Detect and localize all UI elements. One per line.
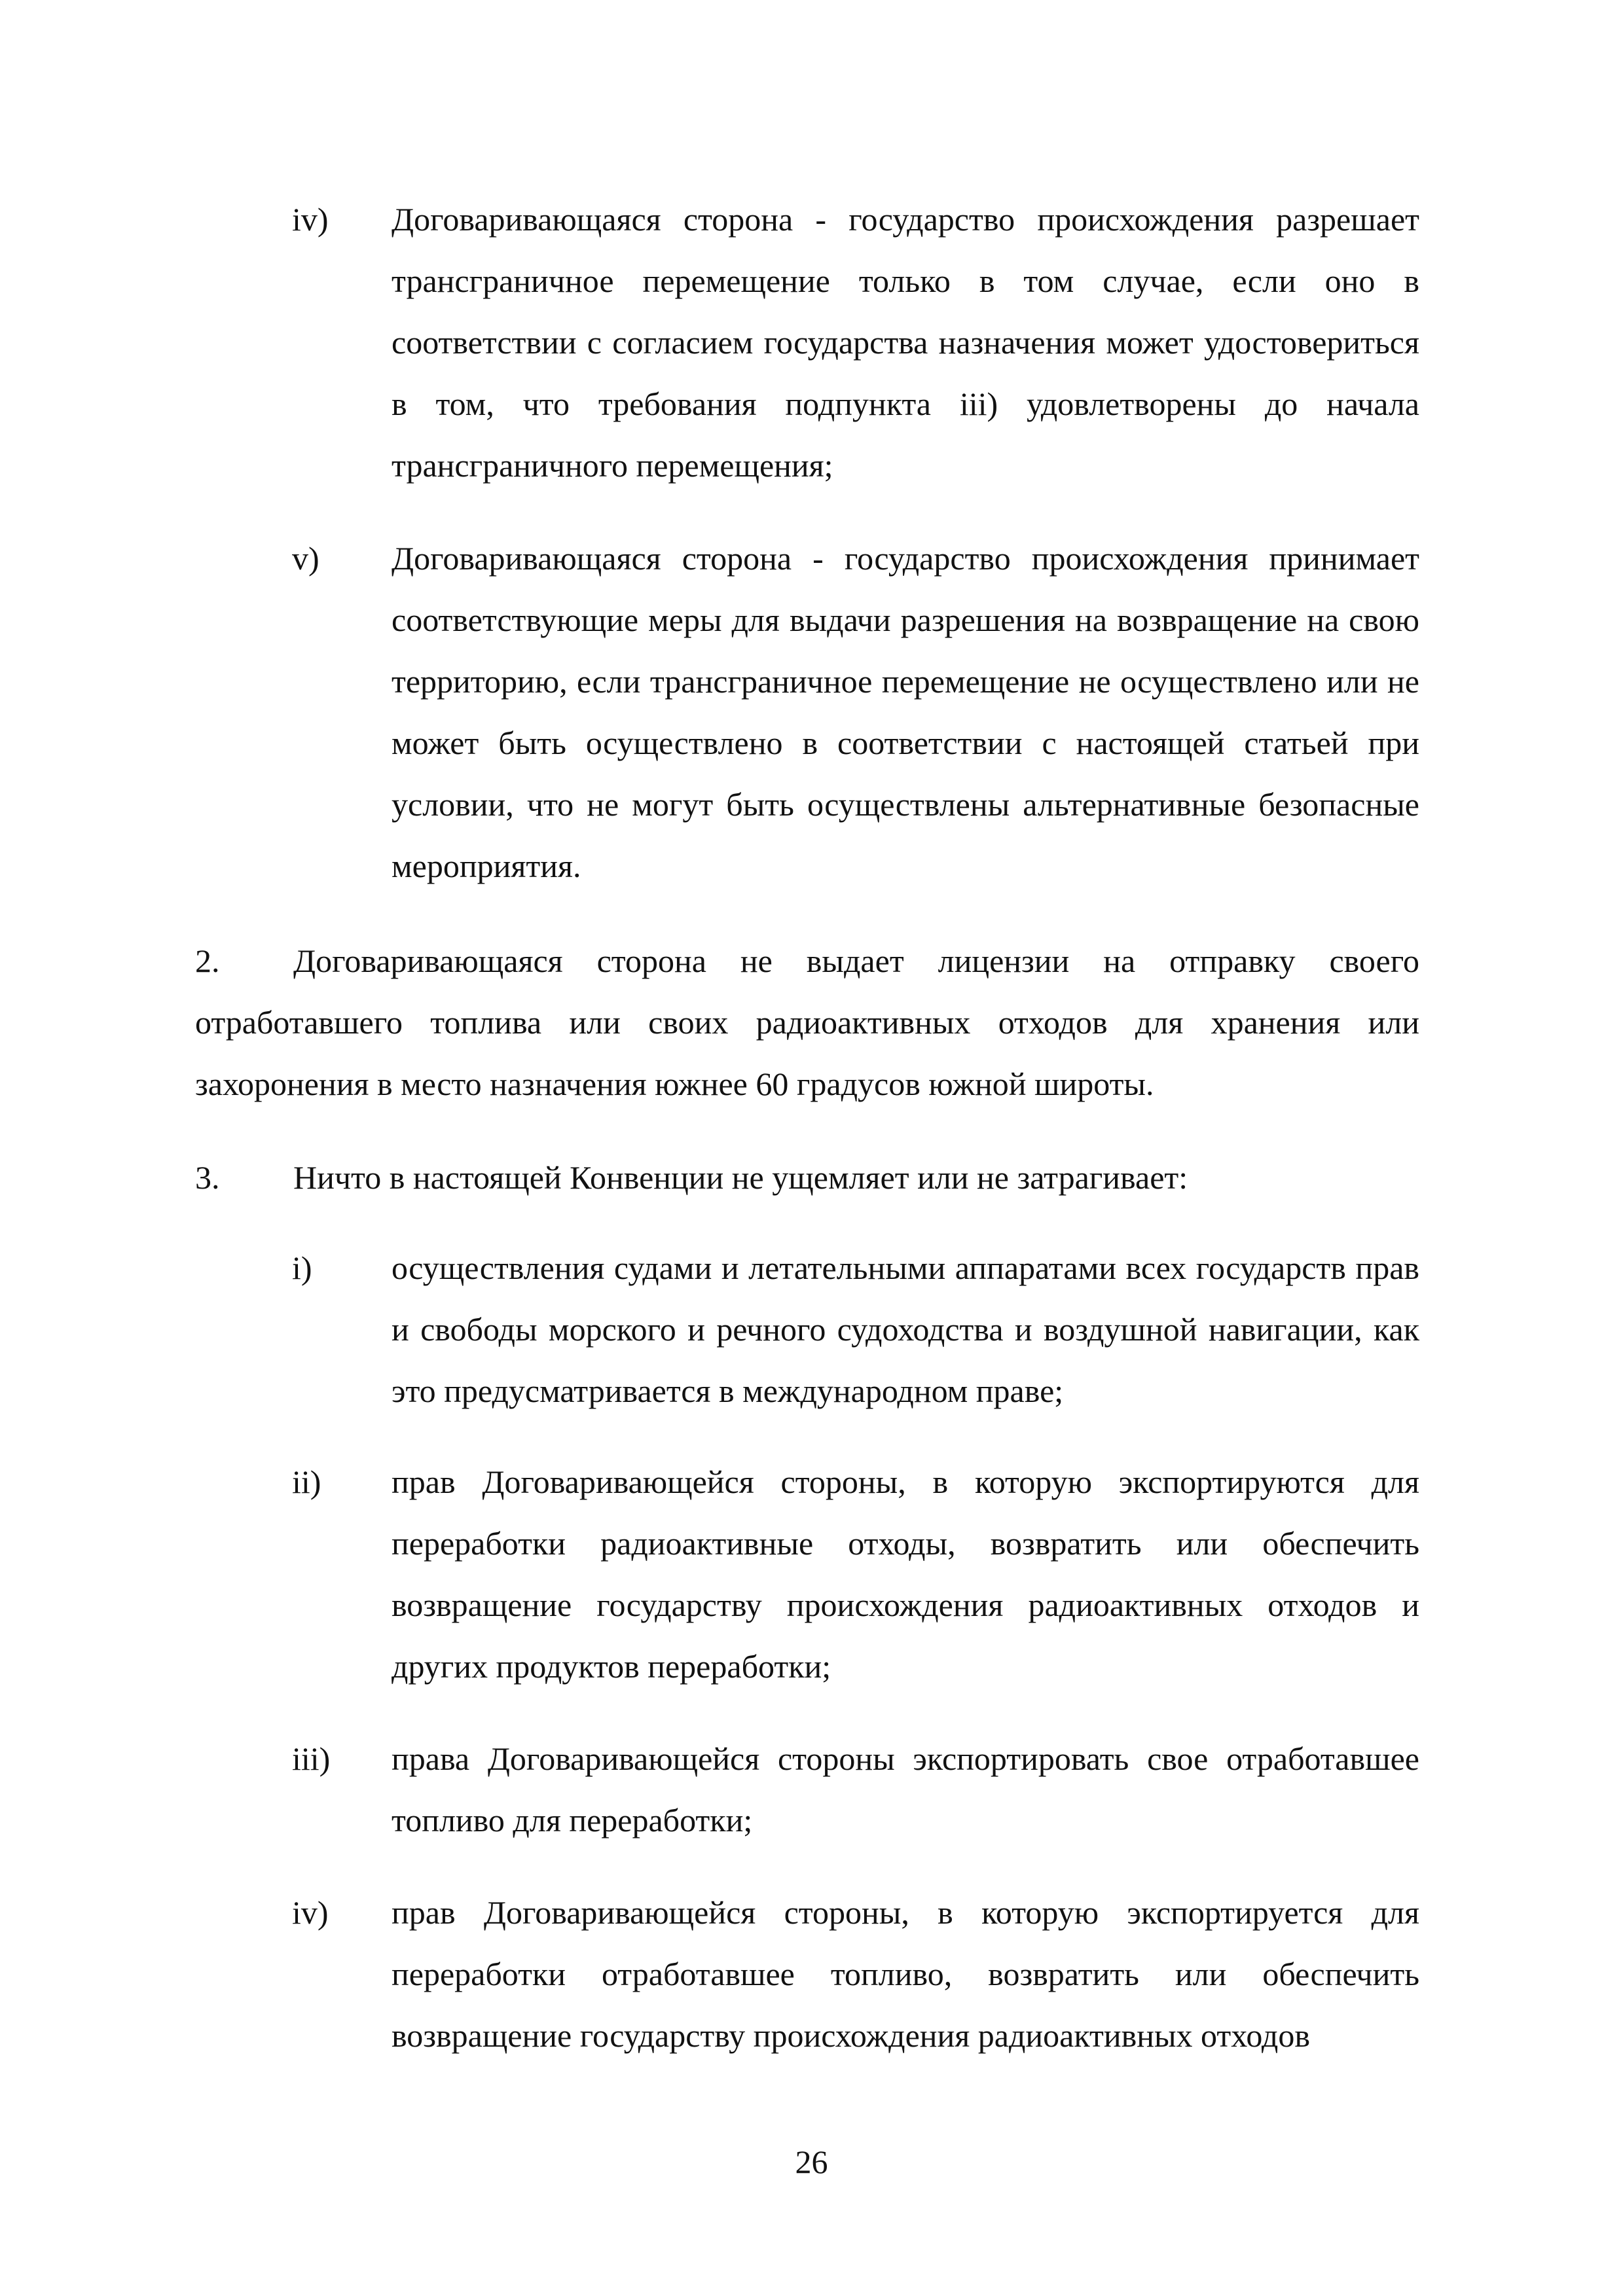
paragraph-2 xyxy=(195,930,1419,1115)
subclause-marker: iii) xyxy=(292,1740,331,1777)
subclause-text: осуществления судами и летательными аппаратами всех государств прав и свободы морского и речного судоходства и воздушной навигации, как это предусматривается в международном праве; xyxy=(392,1249,1419,1409)
paragraph-3 xyxy=(195,1147,1419,1208)
subclause-text: Договаривающаяся сторона - государство происхождения принимает соответствующие меры для выдачи разрешения на возвращение на свою территорию, если трансграничное перемещение не осуществлено или не может быть осуществлено в соответствии с настоящей статьей при условии, что не могут быть осуществлены альтернативные безопасные мероприятия. xyxy=(392,540,1419,884)
subclause-text: права Договаривающейся стороны экспортировать свое отработавшее топливо для переработки; xyxy=(392,1740,1419,1839)
paragraph-text: Ничто в настоящей Конвенции не ущемляет или не затрагивает: xyxy=(293,1159,1188,1196)
subclause-text: прав Договаривающейся стороны, в которую экспортируется для переработки отработавшее топливо, возвратить или обеспечить возвращение государству происхождения радиоактивных отходов xyxy=(392,1894,1419,2054)
subclause-iii-export-fuel xyxy=(195,1728,1419,1851)
paragraph-marker: 2. xyxy=(195,942,220,979)
subclause-marker: v) xyxy=(292,540,319,577)
subclause-text: Договаривающаяся сторона - государство происхождения разрешает трансграничное перемещение только в том случае, если оно в соответствии с согласием государства назначения может удостовериться в том, что требования подпункта iii) удовлетворены до начала трансграничного перемещения; xyxy=(392,201,1419,484)
subclause-text: прав Договаривающейся стороны, в которую экспортируются для переработки радиоактивные отходы, возвратить или обеспечить возвращение государству происхождения радиоактивных отходов и других продуктов переработки; xyxy=(392,1463,1419,1685)
paragraph-text: Договаривающаяся сторона не выдает лицензии на отправку своего отработавшего топлива или своих радиоактивных отходов для хранения или захоронения в место назначения южнее 60 градусов южной широты. xyxy=(195,942,1419,1102)
subclause-marker: iv) xyxy=(292,1894,329,1931)
paragraph-marker: 3. xyxy=(195,1159,220,1196)
subclause-iv-origin-permission xyxy=(195,188,1419,496)
subclause-marker: ii) xyxy=(292,1463,321,1500)
subclause-ii-return-waste xyxy=(195,1451,1419,1697)
subclause-i-navigation-rights xyxy=(195,1237,1419,1422)
page-number: 26 xyxy=(795,2144,828,2180)
subclause-iv-return-fuel xyxy=(195,1882,1419,2066)
subclause-v-return-measures xyxy=(195,528,1419,897)
subclause-marker: iv) xyxy=(292,201,329,238)
subclause-marker: i) xyxy=(292,1249,312,1286)
